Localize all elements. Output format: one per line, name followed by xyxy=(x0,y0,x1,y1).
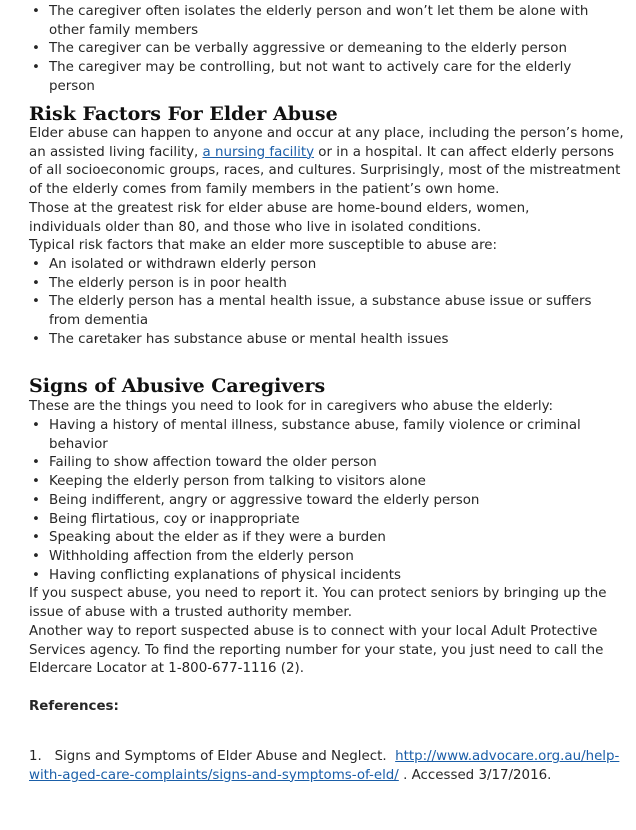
list-item: • The elderly person has a mental health issue, a substance abuse issue or suffers from dementia xyxy=(0,293,636,330)
risk-factors-intro: Typical risk factors that make an elder more susceptible to abuse are: xyxy=(29,238,498,253)
list-item: • The caregiver may be controlling, but not want to actively care for the elderly person xyxy=(0,59,636,96)
list-item: • Being indifferent, angry or aggressive toward the elderly person xyxy=(0,492,636,511)
bullet-icon: • xyxy=(32,530,40,546)
bullet-icon: • xyxy=(32,257,40,272)
list-item: • Failing to show affection toward the older person xyxy=(0,454,636,473)
list-item: • Having conflicting explanations of physical incidents xyxy=(0,567,636,586)
caregiver-behavior-list xyxy=(0,3,636,97)
list-item: • The elderly person is in poor health xyxy=(0,275,636,294)
risk-factors-list xyxy=(0,256,636,350)
list-item: • The caregiver often isolates the elderly person and won’t let them be alone with other family members xyxy=(0,3,636,40)
bullet-icon: • xyxy=(32,60,40,76)
reference-accessed: . Accessed 3/17/2016. xyxy=(403,767,552,783)
bullet-icon: • xyxy=(32,492,40,508)
bullet-icon: • xyxy=(32,455,40,471)
bullet-icon: • xyxy=(32,511,40,527)
nursing-facility-link[interactable]: a nursing facility xyxy=(202,144,315,160)
reference-item xyxy=(29,748,625,785)
report-abuse-paragraph: If you suspect abuse, you need to report it. You can protect seniors by bringing up the issue of abuse with a trusted authority member. xyxy=(29,586,607,620)
bullet-icon: • xyxy=(32,275,40,291)
bullet-icon: • xyxy=(32,474,40,490)
bullet-icon: • xyxy=(32,548,40,564)
signs-intro: These are the things you need to look for in caregivers who abuse the elderly: xyxy=(29,399,554,414)
bullet-icon: • xyxy=(32,567,40,583)
bullet-icon: • xyxy=(32,331,40,347)
risk-groups-paragraph: Those at the greatest risk for elder abuse are home-bound elders, women, individuals older than 80, and those who live in isolated conditions. xyxy=(29,201,530,235)
bullet-icon: • xyxy=(32,41,40,57)
bullet-icon: • xyxy=(32,4,40,19)
signs-heading: Signs of Abusive Caregivers xyxy=(29,375,326,397)
references-heading: References: xyxy=(29,699,119,714)
bullet-icon: • xyxy=(32,294,40,310)
reference-title: Signs and Symptoms of Elder Abuse and Neglect. xyxy=(54,749,387,764)
list-item: • Withholding affection from the elderly person xyxy=(0,548,636,567)
risk-intro-paragraph: Elder abuse can happen to anyone and occur at any place, including the person’s home, an assisted living facility, a nursing facility or in a hospital. It can affect elderly persons of all socioeconomic groups, races, and cultures. Surprisingly, most of the mistreatment of the elderly comes from family members in the patient’s own home. xyxy=(29,126,624,198)
reference-url-link[interactable]: http://www.advocare.org.au/help-with-aged-care-complaints/signs-and-symptoms-of-eld/ xyxy=(29,749,620,783)
list-item: • Keeping the elderly person from talking to visitors alone xyxy=(0,473,636,492)
list-item: • The caretaker has substance abuse or mental health issues xyxy=(0,331,636,350)
list-item: • An isolated or withdrawn elderly person xyxy=(0,256,636,275)
signs-list xyxy=(0,417,636,585)
risk-factors-heading: Risk Factors For Elder Abuse xyxy=(29,103,338,125)
list-item: • The caregiver can be verbally aggressive or demeaning to the elderly person xyxy=(0,40,636,59)
list-item: • Speaking about the elder as if they were a burden xyxy=(0,529,636,548)
list-item: • Being flirtatious, coy or inappropriate xyxy=(0,511,636,530)
adult-protective-services-paragraph: Another way to report suspected abuse is to connect with your local Adult Protective Services agency. To find the reporting number for your state, you just need to call the Eldercare Locator at 1-800-677-1116 (2). xyxy=(29,624,604,677)
list-item: • Having a history of mental illness, substance abuse, family violence or criminal behavior xyxy=(0,417,636,454)
reference-number: 1. xyxy=(29,749,42,764)
bullet-icon: • xyxy=(32,418,40,433)
